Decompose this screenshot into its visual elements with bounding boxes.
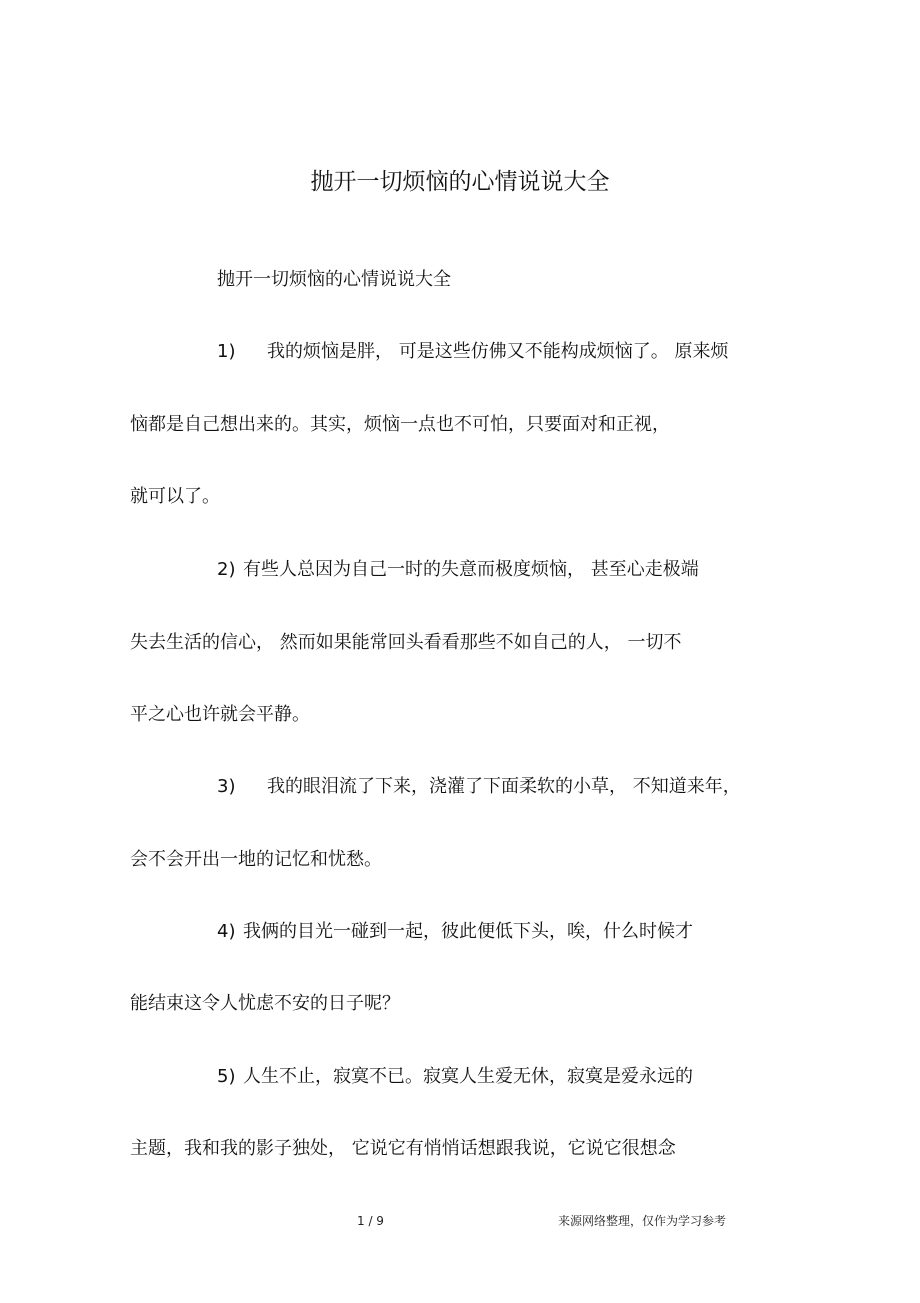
item-number: 3) (217, 776, 236, 797)
item-text: 我的烦恼是胖， 可是这些仿佛又不能构成烦恼了。 原来烦 (267, 341, 729, 362)
list-item-4-line-2: 能结束这令人忧虑不安的日子呢？ (130, 993, 400, 1014)
list-item-3-first-line (217, 774, 741, 800)
list-item-2-line-3: 平之心也许就会平静。 (130, 704, 310, 725)
item-text: 我的眼泪流了下来，浇灌了下面柔软的小草， 不知道来年， (267, 776, 741, 797)
item-number: 1) (217, 341, 236, 362)
list-item-2-line-2: 失去生活的信心， 然而如果能常回头看看那些不如自己的人， 一切不 (130, 632, 682, 653)
list-item-1-line-2: 恼都是自己想出来的。其实，烦恼一点也不可怕，只要面对和正视， (130, 414, 670, 435)
item-number: 5) (217, 1066, 236, 1087)
item-text: 我俩的目光一碰到一起，彼此便低下头，唉，什么时候才 (243, 921, 693, 942)
list-item-5-line-2: 主题，我和我的影子独处， 它说它有悄悄话想跟我说，它说它很想念 (130, 1138, 676, 1159)
document-title: 抛开一切烦恼的心情说说大全 (310, 169, 610, 195)
page-number: 1 / 9 (357, 1214, 384, 1228)
item-number: 2) (217, 559, 236, 580)
item-number: 4) (217, 921, 236, 942)
item-text: 人生不止，寂寞不已。寂寞人生爱无休，寂寞是爱永远的 (243, 1066, 693, 1087)
list-item-2-first-line (217, 557, 699, 583)
list-item-5-first-line (217, 1064, 693, 1090)
list-item-1-first-line (217, 339, 728, 365)
list-item-1-line-3: 就可以了。 (130, 486, 220, 507)
source-note: 来源网络整理，仅作为学习参考 (558, 1214, 727, 1228)
item-text: 有些人总因为自己一时的失意而极度烦恼， 甚至心走极端 (243, 559, 699, 580)
list-item-4-first-line (217, 919, 693, 945)
list-item-3-line-2: 会不会开出一地的记忆和忧愁。 (130, 849, 382, 870)
document-subtitle: 抛开一切烦恼的心情说说大全 (217, 269, 451, 290)
